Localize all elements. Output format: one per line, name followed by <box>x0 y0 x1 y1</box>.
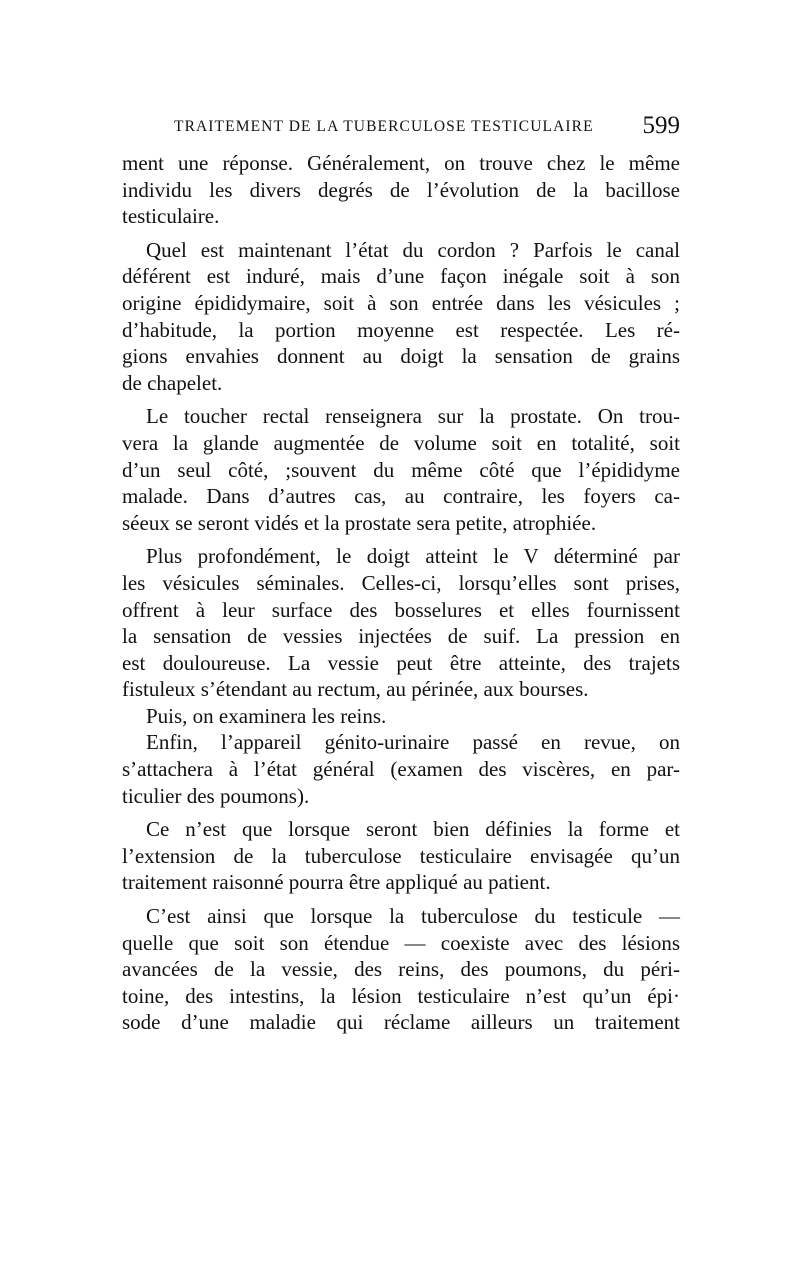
text-line: individu les divers degrés de l’évolution de la bacillose <box>122 177 680 202</box>
paragraph <box>122 729 680 809</box>
running-title: TRAITEMENT DE LA TUBERCULOSE TESTICULAIRE <box>174 118 594 135</box>
text-line: d’habitude, la portion moyenne est respectée. Les ré- <box>122 317 680 342</box>
text-line: traitement raisonné pourra être appliqué au patient. <box>122 870 551 895</box>
text-line: fistuleux s’étendant au rectum, au périnée, aux bourses. <box>122 677 589 702</box>
text-line: ticulier des poumons). <box>122 783 310 808</box>
text-line: de chapelet. <box>122 370 223 395</box>
text-line: les vésicules séminales. Celles-ci, lorsqu’elles sont prises, <box>122 570 680 595</box>
paragraph <box>122 150 680 230</box>
text-line: Ce n’est que lorsque seront bien définies la forme et <box>146 817 680 842</box>
text-line: C’est ainsi que lorsque la tuberculose du testicule — <box>146 904 680 929</box>
text-line: ment une réponse. Généralement, on trouve chez le même <box>122 151 680 175</box>
page-header <box>122 112 682 146</box>
text-line: l’extension de la tuberculose testiculaire envisagée qu’un <box>122 843 680 868</box>
text-line: testiculaire. <box>122 204 220 229</box>
text-line: origine épididymaire, soit à son entrée dans les vésicules ; <box>122 290 680 315</box>
text-line: Plus profondément, le doigt atteint le V déterminé par <box>146 544 680 569</box>
paragraph <box>122 403 680 536</box>
text-line: gions envahies donnent au doigt la sensation de grains <box>122 344 680 369</box>
paragraph <box>122 703 680 730</box>
text-line: Enfin, l’appareil génito-urinaire passé en revue, on <box>146 730 680 755</box>
paragraph <box>122 543 680 703</box>
text-line: d’un seul côté, ;souvent du même côté que l’épididyme <box>122 457 680 482</box>
text-line: déférent est induré, mais d’une façon inégale soit à son <box>122 264 680 289</box>
text-line: toine, des intestins, la lésion testiculaire n’est qu’un épi· <box>122 983 680 1008</box>
text-line: s’attachera à l’état général (examen des viscères, en par- <box>122 757 680 782</box>
text-line: la sensation de vessies injectées de suif. La pression en <box>122 624 680 649</box>
paragraph <box>122 237 680 397</box>
text-line: est douloureuse. La vessie peut être atteinte, des trajets <box>122 650 680 675</box>
text-line: sode d’une maladie qui réclame ailleurs un traitement <box>122 1010 680 1035</box>
paragraph <box>122 816 680 896</box>
text-line: vera la glande augmentée de volume soit en totalité, soit <box>122 430 680 455</box>
text-line: Quel est maintenant l’état du cordon ? Parfois le canal <box>146 237 680 262</box>
page-number: 599 <box>642 112 680 139</box>
text-line: séeux se seront vidés et la prostate sera petite, atrophiée. <box>122 510 597 535</box>
text-line: malade. Dans d’autres cas, au contraire, les foyers ca- <box>122 484 680 509</box>
text-line: offrent à leur surface des bosselures et elles fournissent <box>122 597 680 622</box>
text-line: Le toucher rectal renseignera sur la prostate. On trou- <box>146 404 680 429</box>
text-line: Puis, on examinera les reins. <box>146 703 387 728</box>
text-line: quelle que soit son étendue — coexiste avec des lésions <box>122 930 680 955</box>
paragraph <box>122 903 680 1036</box>
text-line: avancées de la vessie, des reins, des poumons, du péri- <box>122 957 680 982</box>
body-text <box>122 150 680 1036</box>
